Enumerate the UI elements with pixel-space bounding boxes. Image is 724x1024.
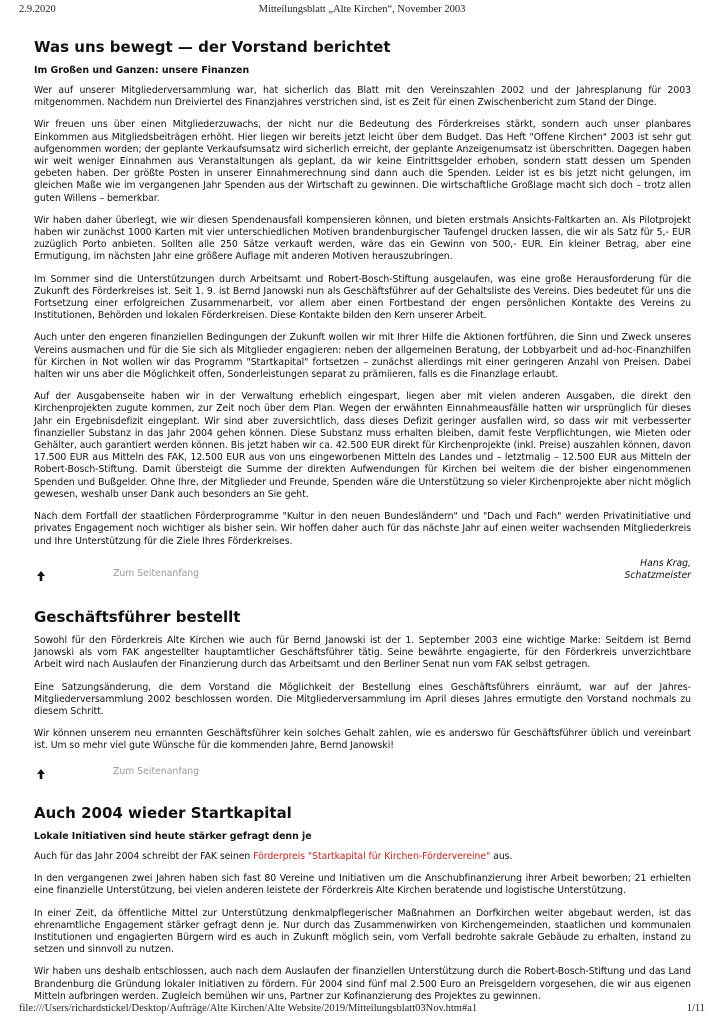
section-title: Auch 2004 wieder Startkapital	[34, 804, 292, 822]
paragraph: Wir können unserem neu ernannten Geschäftsführer kein solches Gehalt zahlen, wie es anderswo für Geschäftsführer üblich und vereinbart ist. Um so mehr viel gute Wünsche für die kommenden Jahre, Bernd Janowski!	[34, 728, 691, 752]
back-to-top-link[interactable]	[36, 764, 199, 778]
paragraph: Auch unter den engeren finanziellen Bedingungen der Zukunft wollen wir mit Ihrer Hilfe die Aktionen fortführen, die Sinn und Zweck unseres Vereins ausmachen und für die Sie sich als Mitglieder engagieren: neben der allgemeinen Beratung, der Lobbyarbeit und ad-hoc-Finanzhilfen für Kirchen in Not wollen wir das Programm "Startkapital" fortsetzen – zunächst allerdings mit einer geringeren Anzahl von Preisen. Dabei halten wir uns aber die Möglichkeit offen, Sonderleistungen separat zu prämiieren, falls es die Finanzlage erlaubt.	[34, 332, 691, 381]
intro-text: Auch für das Jahr 2004 schreibt der FAK seinen	[34, 851, 254, 862]
back-to-top-label[interactable]: Zum Seitenanfang	[113, 765, 200, 777]
paragraph: Im Sommer sind die Unterstützungen durch Arbeitsamt und Robert-Bosch-Stiftung ausgelaufen, was eine große Herausforderung für die Zukunft des Förderkreises ist. Seit 1. 9. ist Bernd Janowski nun als Geschäftsführer auf der Gehaltsliste des Vereins. Dies bedeutet für uns die Fortsetzung einer erfolgreichen Zusammenarbeit, vor allem aber einen Fortbestand der engen persönlichen Kontakte des Vereins zu Institutionen, Behörden und lokalen Förderkreisen. Diese Kontakte bilden den Kern unserer Arbeit.	[34, 273, 691, 322]
print-footer	[19, 1003, 705, 1017]
paragraph-intro	[34, 851, 691, 863]
signature-role: Schatzmeister	[624, 569, 691, 581]
back-to-top-link[interactable]	[36, 566, 199, 580]
section-title: Was uns bewegt — der Vorstand berichtet	[34, 38, 391, 56]
print-header	[19, 4, 705, 18]
section-vorstand-bericht	[34, 38, 691, 582]
paragraph: Eine Satzungsänderung, die dem Vorstand die Möglichkeit der Bestellung eines Geschäftsführers einräumt, war auf der Jahres-Mitgliederversammlung 2002 beschlossen worden. Die Mitgliederversammlung im April dieses Jahres ermutigte den Vorstand nochmals zu diesem Schritt.	[34, 681, 691, 718]
back-to-top-label[interactable]: Zum Seitenanfang	[113, 567, 200, 579]
print-page-number: 1/11	[686, 1003, 705, 1014]
paragraph: In den vergangenen zwei Jahren haben sich fast 80 Vereine und Initiativen um die Anschubfinanzierung ihrer Arbeit beworben; 21 erhielten eine finanzielle Unterstützung, bei vielen anderen leistete der Förderkreis Alte Kirchen beratende und logistische Unterstützung.	[34, 873, 691, 897]
signature-name: Hans Krag,	[640, 557, 691, 569]
foerderpreis-link[interactable]: Förderpreis "Startkapital für Kirchen-Fördervereine"	[253, 851, 491, 862]
section-subtitle: Im Großen und Ganzen: unsere Finanzen	[34, 65, 250, 76]
paragraph: Wir freuen uns über einen Mitgliederzuwachs, der nicht nur die Bedeutung des Förderkreises stärkt, sondern auch unser planbares Einkommen aus Mitgliedsbeiträgen erhöht. Hier liegen wir bereits jetzt leicht über dem Budget. Das Heft "Offene Kirchen" 2003 ist sehr gut aufgenommen worden; der geplante Verkaufsumsatz wird sicherlich erreicht, der geplante Anzeigenumsatz ist überschritten. Dagegen haben wir weit weniger Einnahmen aus Veranstaltungen als geplant, da wir keine Eintrittsgelder erhoben, sondern statt dessen um Spenden gebeten haben. Der größte Posten in unserer Einnahmerechnung sind dann auch die Spenden. Leider ist es bis jetzt nicht gelungen, im gleichen Maße wie im vergangenen Jahr Spenden aus der Wirtschaft zu gewinnen. Die wirtschaftliche Großlage macht sich doch – trotz allen guten Willens – bemerkbar.	[34, 119, 691, 204]
section-startkapital	[34, 804, 691, 1013]
paragraph: Wer auf unserer Mitgliederversammlung war, hat sicherlich das Blatt mit den Vereinszahlen 2002 und der Jahresplanung für 2003 mitgenommen. Nachdem nun Dreiviertel des Finanzjahres verstrichen sind, ist es Zeit für einen Zwischenbericht zum Stand der Dinge.	[34, 85, 691, 109]
paragraph: Wir haben daher überlegt, wie wir diesen Spendenausfall kompensieren können, und bieten erstmals Ansichts-Faltkarten an. Als Pilotprojekt haben wir zunächst 1000 Karten mit vier unterschiedlichen Motiven brandenburgischer Taufengel drucken lassen, die wir als Satz für 5,- EUR zuzüglich Porto anbieten. Sollten alle 250 Sätze verkauft werden, wäre das ein Gewinn von 500,- EUR. Ein kleiner Betrag, aber eine Ermutigung, im nächsten Jahr eine größere Auflage mit anderen Motiven herauszubringen.	[34, 214, 691, 263]
arrow-up-icon[interactable]	[36, 765, 46, 777]
paragraph: Wir haben uns deshalb entschlossen, auch nach dem Auslaufen der finanziellen Unterstützung durch die Robert-Bosch-Stiftung und das Land Brandenburg die Gründung lokaler Initiativen zu fördern. Für 2004 sind fünf mal 2.500 Euro an Preisgeldern vorgesehen, die wir aus eigenen Mitteln aufbringen werden. Zugleich bemühen wir uns, Partner zur Kofinanzierung des Projektes zu gewinnen.	[34, 966, 691, 1002]
intro-text-end: aus.	[490, 851, 513, 862]
print-date: 2.9.2020	[19, 4, 56, 15]
print-file-path: file:///Users/richardstickel/Desktop/Aufträge/Alte Kirchen/Alte Website/2019/Mitteilungsblatt03Nov.htm#a1	[19, 1003, 478, 1014]
paragraph: Sowohl für den Förderkreis Alte Kirchen wie auch für Bernd Janowski ist der 1. September 2003 eine wichtige Marke: Seitdem ist Bernd Janowski als vom FAK angestellter hauptamtlicher Geschäftsführer tätig. Seine bewährte engagierte, für den Förderkreis unverzichtbare Arbeit wird nach Auslaufen der Finanzierung durch das Arbeitsamt und den Berliner Senat nun vom FAK selbst getragen.	[34, 635, 691, 671]
arrow-up-icon[interactable]	[36, 567, 46, 579]
paragraph: Nach dem Fortfall der staatlichen Förderprogramme "Kultur in den neuen Bundesländern" und "Dach und Fach" werden Privatinitiative und privates Engagement noch wichtiger als bisher sein. Wir hoffen daher auch für das nächste Jahr auf einen weiter wachsenden Mitgliederkreis und Ihre Unterstützung für die Ziele Ihres Förderkreises.	[34, 511, 691, 547]
paragraph: In einer Zeit, da öffentliche Mittel zur Unterstützung denkmalpflegerischer Maßnahmen an Dorfkirchen weiter abgebaut werden, ist das ehrenamtliche Engagement stärker gefragt denn je. Nur durch das Zusammenwirken von Kirchengemeinden, staatlichen und kommunalen Institutionen und engagierten Bürgern wird es auch in Zukunft möglich sein, vom Verfall bedrohte sakrale Gebäude zu erhalten, instand zu setzen und sinnvoll zu nutzen.	[34, 907, 691, 956]
print-title: Mitteilungsblatt „Alte Kirchen“, November 2003	[258, 4, 466, 15]
section-subtitle: Lokale Initiativen sind heute stärker gefragt denn je	[34, 831, 312, 842]
paragraph: Auf der Ausgabenseite haben wir in der Verwaltung erheblich eingespart, liegen aber mit vielen anderen Ausgaben, die direkt den Kirchenprojekten zugute kommen, zur Zeit noch über dem Plan. Wegen der erwähnten Einnahmeausfälle hatten wir ursprünglich für dieses Jahr ein Ergebnisdefizit eingeplant. Wir sind aber zuversichtlich, dass dieses Defizit geringer ausfallen wird, so dass wir mit verbesserter finanzieller Substanz in das Jahr 2004 gehen können. Diese Substanz muss erhalten bleiben, damit feste Verpflichtungen, wie Mieten oder Gehälter, auch garantiert werden können. Bis jetzt haben wir ca. 42.500 EUR direkt für Kirchenprojekte (inkl. Preise) auszahlen können, davon 17.500 EUR aus Mitteln des FAK, 12.500 EUR aus von uns eingeworbenen Mitteln des Landes und – letztmalig – 12.500 EUR aus Mitteln der Robert-Bosch-Stiftung. Damit übersteigt die Summe der direkten Aufwendungen für Kirchen bei weitem die der bisher eingenommenen Spenden und Bußgelder. Ohne Ihre, der Mitglieder und Freunde, Spenden wäre die Unterstützung so vieler Kirchenprojekte aber nicht möglich gewesen, weshalb unser Dank auch besonders an Sie geht.	[34, 391, 691, 500]
section-geschaeftsfuehrer	[34, 608, 691, 763]
section-title: Geschäftsführer bestellt	[34, 608, 241, 626]
